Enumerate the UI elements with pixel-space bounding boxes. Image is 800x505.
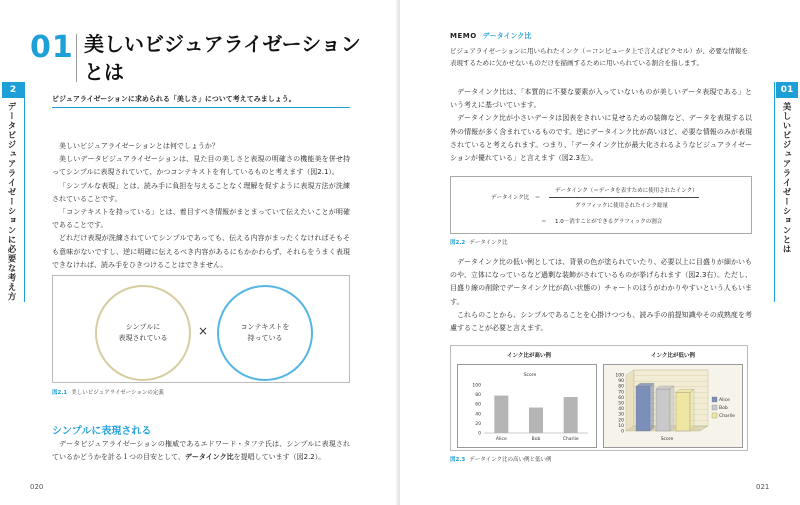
legend-swatch bbox=[712, 405, 717, 410]
paragraph: これらのことから、シンプルであることを心掛けつつも、読み手の前提知識やその成熟度を考慮することが必要と言えます。 bbox=[450, 310, 752, 333]
memo-box bbox=[450, 30, 750, 69]
bar bbox=[529, 408, 543, 433]
bar-front bbox=[676, 392, 690, 431]
low-ink-chart bbox=[603, 364, 743, 448]
caption-text: 美しいビジュアライゼーションの定義 bbox=[71, 390, 164, 396]
formula-numerator: データインク（＝データを表すために使用されたインク） bbox=[555, 188, 698, 194]
y-tick-label: 100 bbox=[615, 373, 624, 379]
section-body bbox=[52, 438, 350, 464]
chapter-title-line-2: とは bbox=[84, 60, 124, 84]
y-tick-label: 80 bbox=[475, 393, 481, 399]
y-tick-label: 100 bbox=[472, 383, 481, 389]
side-tab-rule bbox=[774, 82, 775, 302]
chapter-number: 01 bbox=[30, 30, 74, 65]
paragraph: 美しいデータビジュアライゼーションは、見た目の美しさと表現の明確さの機能美を併せ持ってシンプルに表現されていて、かつコンテキストを有しているものと考えます（図2.1）。 bbox=[52, 155, 350, 177]
high-ink-title: インク比が高い例 bbox=[507, 353, 551, 359]
chapter-title bbox=[84, 30, 364, 86]
page-number: 021 bbox=[756, 483, 770, 491]
caption-number: 図2.2 bbox=[450, 240, 466, 246]
side-tab-number: 01 bbox=[776, 82, 798, 98]
memo-heading bbox=[450, 30, 750, 42]
bar-front bbox=[656, 389, 670, 431]
paragraph: データインク比の低い例としては、背景の色が塗られていたり、必要以上に目盛りが細かいものや、立体になっているなど過剰な装飾がされているものが挙げられます（図2.3右）。ただし、目盛り線の削除でデータインク比が高い状態の）チャートのほうがわかりやすいという人もいます。 bbox=[450, 258, 752, 306]
x-tick-label: Alice bbox=[495, 437, 507, 442]
y-tick-label: 30 bbox=[618, 412, 624, 418]
paragraph: 美しいビジュアライゼーションとは何でしょうか？ bbox=[59, 142, 219, 150]
bar-side bbox=[670, 386, 674, 431]
side-tab-text: データビジュアライゼーションに必要な考え方 bbox=[6, 102, 16, 302]
y-tick-label: 60 bbox=[475, 402, 481, 408]
y-tick-label: 40 bbox=[475, 412, 481, 418]
memo-label: MEMO bbox=[450, 32, 477, 40]
page-number: 020 bbox=[30, 483, 44, 491]
bar-side bbox=[650, 383, 654, 431]
memo-title: データインク比 bbox=[482, 32, 532, 40]
caption-number: 図2.1 bbox=[52, 390, 68, 396]
right-body-2 bbox=[450, 256, 752, 335]
circle-label: シンプルに bbox=[125, 323, 161, 331]
x-tick-label: Charlie bbox=[562, 437, 579, 442]
y-tick-label: 0 bbox=[621, 429, 624, 435]
low-ink-title: インク比が低い例 bbox=[651, 353, 695, 359]
legend-swatch bbox=[712, 397, 717, 402]
simple-circle bbox=[95, 285, 191, 381]
figure-2-1-caption bbox=[52, 388, 164, 396]
side-tab-text: 美しいビジュアライゼーションとは bbox=[781, 102, 791, 254]
text-run: データビジュアライゼーションの権威であるエドワード・タフテ氏は、シンプルに表現されているかどうかを計る１つの目安として、 bbox=[52, 440, 350, 462]
x-tick-label: Bob bbox=[531, 437, 541, 442]
chapter-divider bbox=[76, 34, 77, 82]
intro-body bbox=[52, 140, 350, 272]
bar-front bbox=[636, 386, 650, 431]
y-tick-label: 10 bbox=[618, 423, 624, 429]
circle-label: 表現されている bbox=[118, 334, 168, 342]
figure-2-3 bbox=[450, 345, 748, 451]
formula-second-rhs: 1.0－消すことができるグラフィックの割合 bbox=[555, 219, 663, 225]
caption-number: 図2.3 bbox=[450, 457, 466, 463]
y-tick-label: 20 bbox=[618, 418, 624, 424]
high-ink-svg bbox=[458, 365, 596, 447]
y-tick-label: 60 bbox=[618, 395, 624, 401]
y-tick-label: 90 bbox=[618, 379, 624, 385]
y-tick-label: 50 bbox=[618, 401, 624, 407]
figure-2-3-caption bbox=[450, 455, 552, 463]
side-tab-rule bbox=[24, 82, 25, 302]
legend-swatch bbox=[712, 413, 717, 418]
legend-label: Alice bbox=[719, 398, 730, 403]
x-axis-label: Score bbox=[660, 437, 674, 442]
context-circle bbox=[217, 285, 313, 381]
figure-2-1 bbox=[52, 275, 350, 383]
figure-2-2-caption bbox=[450, 238, 508, 246]
paragraph: 「コンテキストを持っている」とは、着目すべき情報がまとまっていて伝えたいことが明確であることです。 bbox=[52, 208, 350, 230]
memo-text: ビジュアライゼーションに用いられたインク（＝コンピュータ上で言えばピクセル）が、必要な情報を表現するために欠かせないものだけを描画するために用いられている割合を指します。 bbox=[450, 47, 748, 67]
paragraph: データインク比は、「本質的に不要な要素が入っていないものが美しいデータ表現である」という考えに基づいています。 bbox=[450, 88, 752, 110]
bar bbox=[564, 397, 578, 433]
section-heading: シンプルに表現される bbox=[52, 426, 152, 437]
text-run: を提唱しています（図2.2）。 bbox=[233, 453, 326, 462]
y-tick-label: 70 bbox=[618, 390, 624, 396]
circle-label: 持っている bbox=[247, 334, 283, 342]
chart-title: Score bbox=[523, 373, 537, 378]
chapter-title-line-1: 美しいビジュアライゼーション bbox=[84, 32, 361, 56]
lead-box bbox=[52, 94, 350, 108]
y-tick-label: 80 bbox=[618, 384, 624, 390]
y-tick-label: 0 bbox=[478, 431, 481, 437]
formula-lhs: データインク比 ＝ bbox=[491, 195, 541, 201]
high-ink-chart bbox=[457, 364, 597, 448]
legend-label: Bob bbox=[719, 406, 728, 411]
paragraph: データインク比が小さいデータは図表をきれいに見せるための装飾など、データを表現する以外の情報が多く含まれているものです。逆にデータインク比が高いほど、必要な情報のみが表現されていると考えられます。つまり、「データインク比が最大化されるようなビジュアライゼーションが優れている」と言えます（図2.3左）。 bbox=[450, 114, 752, 163]
low-ink-svg bbox=[604, 365, 742, 447]
caption-text: データインク比の高い例と低い例 bbox=[469, 457, 552, 463]
right-body-1 bbox=[450, 86, 752, 165]
side-tab-number: 2 bbox=[2, 82, 24, 98]
formula-equals: ＝ bbox=[541, 219, 547, 225]
bar bbox=[494, 396, 508, 433]
y-tick-label: 20 bbox=[475, 421, 481, 427]
legend-label: Charlie bbox=[719, 414, 735, 419]
cross-symbol: × bbox=[198, 324, 209, 338]
bold-term: データインク比 bbox=[184, 453, 234, 462]
side-wall bbox=[626, 370, 634, 431]
fraction-line bbox=[549, 197, 699, 198]
circle-label: コンテキストを bbox=[240, 323, 290, 331]
paragraph: どれだけ表現が洗練されていてシンプルであっても、伝える内容がまったくなければそもそも意味がないですし、逆に明確に伝えるべき内容があるにもかかわらず、それらをうまく表現できなければ、読み手をひきつけることはできません。 bbox=[52, 234, 350, 269]
caption-text: データインク比 bbox=[469, 240, 508, 246]
bar-side bbox=[690, 389, 694, 431]
paragraph: 「シンプルな表現」とは、読み手に負担を与えることなく理解を促すように表現方法が洗練されていることです。 bbox=[52, 181, 350, 203]
figure-2-2-formula bbox=[450, 176, 752, 234]
lead-text: ビジュアライゼーションに求められる「美しさ」について考えてみましょう。 bbox=[52, 95, 296, 103]
formula-denominator: グラフィックに使用されたインク総量 bbox=[575, 203, 668, 209]
y-tick-label: 40 bbox=[618, 407, 624, 413]
paragraph bbox=[52, 438, 350, 464]
